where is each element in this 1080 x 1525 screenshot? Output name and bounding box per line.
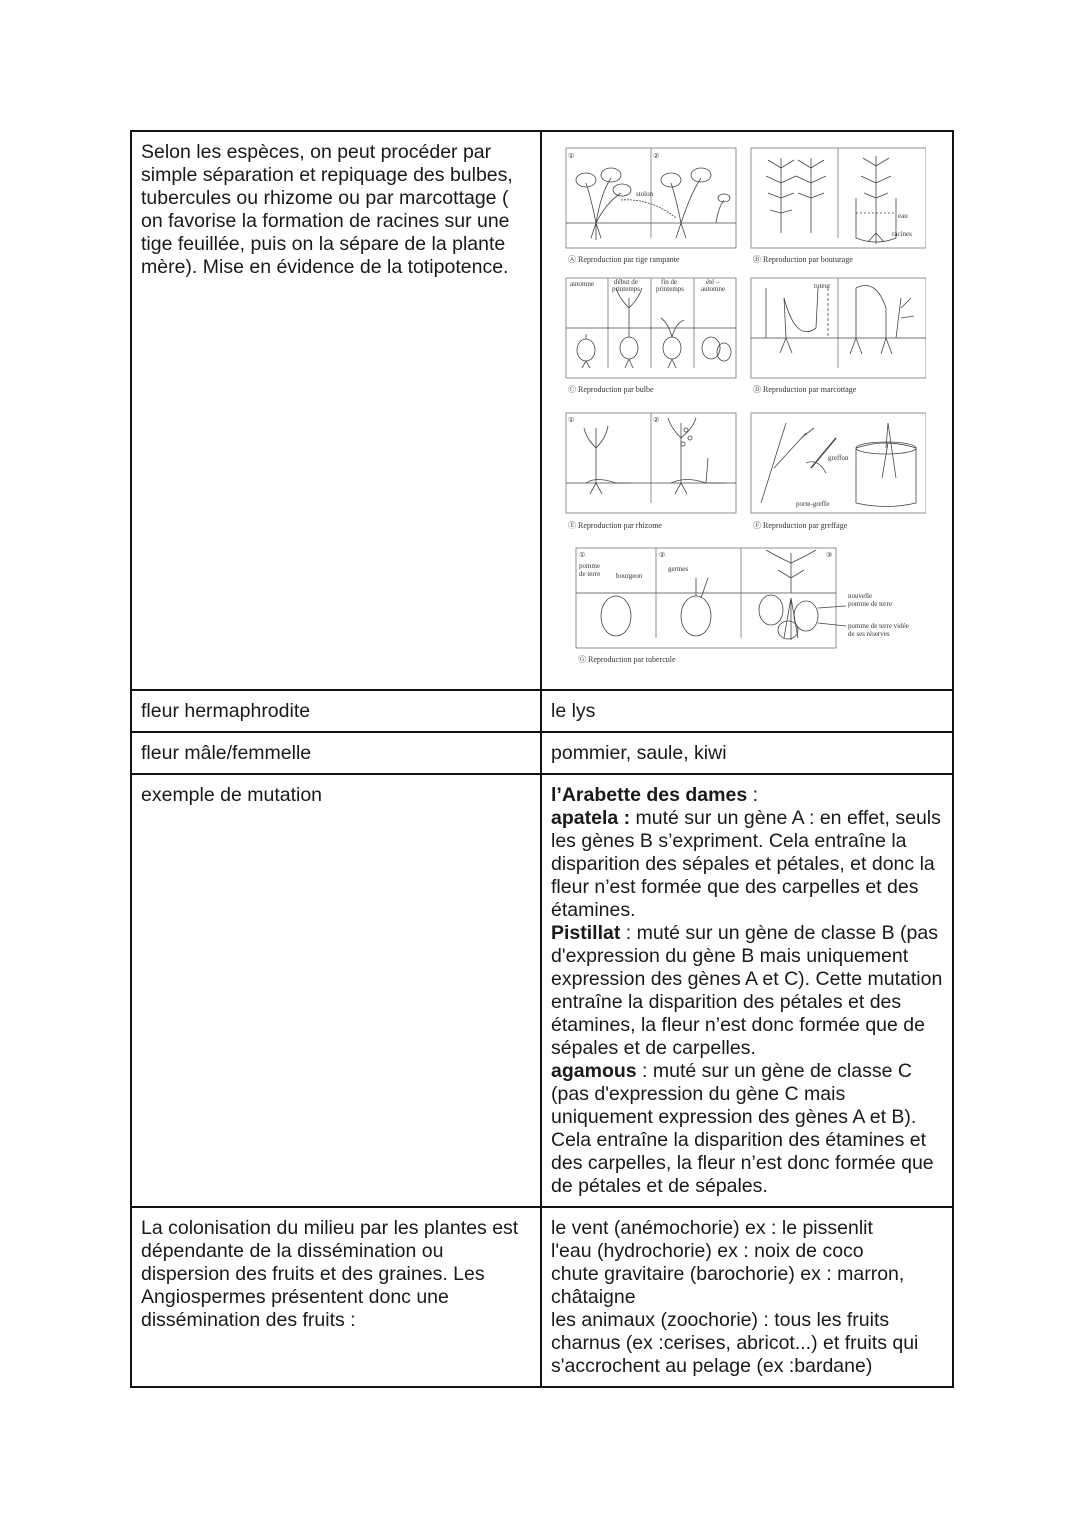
title-suffix: :	[747, 784, 759, 806]
label-fin-printemps: printemps	[656, 285, 684, 293]
cell-left	[131, 732, 541, 774]
content-table	[130, 130, 954, 1388]
cell-text: le lys	[551, 700, 596, 722]
label-debut-printemps: printemps	[612, 285, 640, 293]
step-number: ②	[659, 551, 666, 559]
label-debut: début de	[614, 278, 638, 286]
cell-right	[541, 774, 953, 1207]
cell-text: exemple de mutation	[141, 784, 323, 806]
caption-e: Ⓔ Reproduction par rhizome	[568, 521, 662, 530]
mutation-title	[551, 784, 943, 807]
label-ete-automne: automne	[701, 285, 726, 293]
step-number: ①	[579, 551, 586, 559]
mutation-pistillat	[551, 922, 943, 1060]
dissemination-line: les animaux (zoochorie) : tous les fruits charnus (ex :cerises, abricot...) et fruits qui s'accrochent au pelage (ex :bardane)	[551, 1309, 919, 1377]
mutation-apatela	[551, 807, 943, 922]
label-ete: été –	[706, 278, 720, 286]
cell-left	[131, 131, 541, 690]
term-bold: apatela :	[551, 807, 631, 829]
cell-text: La colonisation du milieu par les plantes est dépendante de la dissémination ou dispersion des fruits et des graines. Les Angiospermes présentent donc une dissémination des fruits :	[141, 1217, 519, 1331]
label-nouvelle-pomme: pomme de terre	[848, 600, 892, 608]
label-videe-reserves: de ses réserves	[848, 630, 890, 638]
dissemination-line: l'eau (hydrochorie) ex : noix de coco	[551, 1240, 864, 1262]
caption-f: Ⓕ Reproduction par greffage	[753, 521, 848, 530]
label-eau: eau	[898, 212, 908, 220]
label-racines: racines	[892, 230, 912, 238]
step-number: ①	[568, 152, 575, 160]
step-number: ②	[653, 152, 660, 160]
vegetative-reproduction-figure	[556, 138, 926, 670]
label-stolon: stolon	[636, 190, 654, 198]
label-nouvelle: nouvelle	[848, 592, 873, 600]
table-row	[131, 774, 953, 1207]
step-number: ①	[568, 416, 575, 424]
label-fin: fin de	[661, 278, 678, 286]
label-automne: automne	[570, 280, 595, 288]
label-germes: germes	[668, 565, 689, 573]
label-porte-greffe: porte-greffe	[796, 500, 830, 508]
cell-right	[541, 690, 953, 732]
caption-b: Ⓑ Reproduction par bouturage	[753, 255, 853, 264]
caption-g: Ⓖ Reproduction par tubercule	[578, 655, 676, 664]
caption-d: Ⓓ Reproduction par marcottage	[753, 385, 857, 394]
label-greffon: greffon	[828, 454, 849, 462]
label-videe: pomme de terre vidée	[848, 622, 909, 630]
cell-left	[131, 1207, 541, 1387]
term-text: : muté sur un gène de classe C (pas d'expression du gène C mais uniquement expression des gènes A et B). Cela entraîne la disparition des étamines et des carpelles, la fleur n’est donc formée que de pétales et de sépales.	[551, 1060, 934, 1197]
cell-left	[131, 774, 541, 1207]
label-bourgeon: bourgeon	[616, 572, 643, 580]
cell-text: Selon les espèces, on peut procéder par simple séparation et repiquage des bulbes, tubercules ou rhizome ou par marcottage ( on favorise la formation de racines sur une tige feuillée, puis on la sépare de la plante mère). Mise en évidence de la totipotence.	[141, 141, 513, 278]
caption-a: Ⓐ Reproduction par tige rampante	[568, 255, 680, 264]
dissemination-line: le vent (anémochorie) ex : le pissenlit	[551, 1217, 873, 1239]
cell-text: fleur mâle/femmelle	[141, 742, 312, 764]
term-bold: Pistillat	[551, 922, 621, 944]
cell-figure	[541, 131, 953, 690]
term-bold: agamous	[551, 1060, 637, 1082]
table-row	[131, 131, 953, 690]
cell-right	[541, 1207, 953, 1387]
mutation-agamous	[551, 1060, 943, 1198]
cell-text: fleur hermaphrodite	[141, 700, 311, 722]
table-row	[131, 1207, 953, 1387]
term-text: muté sur un gène A : en effet, seuls les gènes B s’expriment. Cela entraîne la disparition des sépales et pétales, et donc la fleur n’est formée que des carpelles et des étamines.	[551, 807, 941, 921]
title-bold: l’Arabette des dames	[551, 784, 748, 806]
table-row	[131, 732, 953, 774]
step-number: ③	[826, 551, 833, 559]
dissemination-line: chute gravitaire (barochorie) ex : marron, châtaigne	[551, 1263, 905, 1308]
cell-right	[541, 732, 953, 774]
caption-c: Ⓒ Reproduction par bulbe	[568, 385, 654, 394]
cell-left	[131, 690, 541, 732]
cell-text: pommier, saule, kiwi	[551, 742, 727, 764]
label-tuteur: tuteur	[814, 282, 831, 290]
term-text: : muté sur un gène de classe B (pas d'expression du gène B mais uniquement expression des gènes A et C). Cette mutation entraîne la disparition des pétales et des étamines, la fleur n’est donc formée que de sépales et de carpelles.	[551, 922, 943, 1059]
label-pomme: pomme	[579, 562, 600, 570]
step-number: ②	[653, 416, 660, 424]
label-pomme-de-terre: de terre	[579, 570, 601, 578]
table-row	[131, 690, 953, 732]
